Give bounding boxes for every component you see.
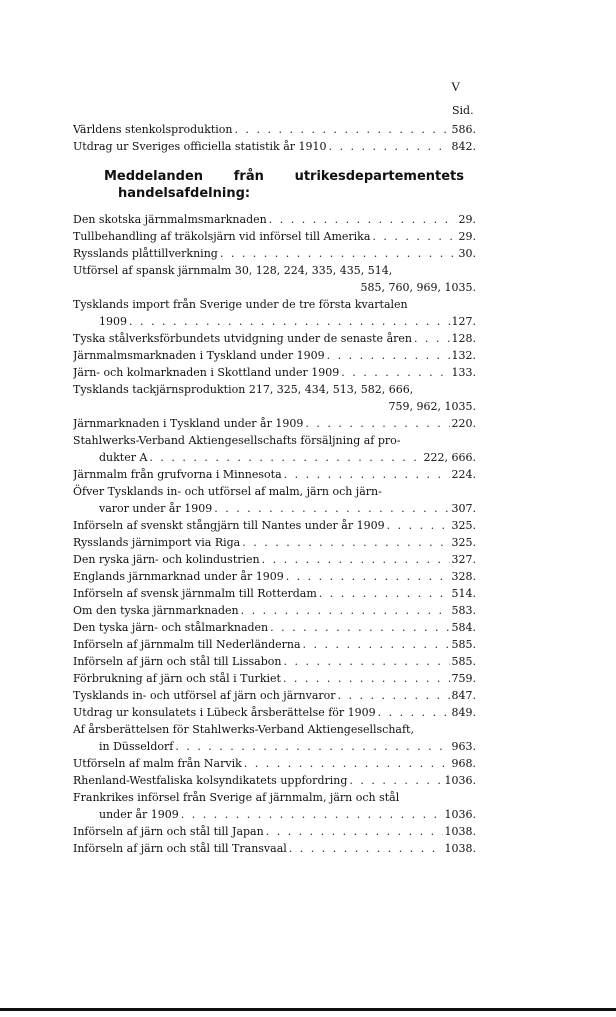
entry-title: Om den tyska järnmarknaden — [73, 604, 239, 617]
entry-page: 222, 666. — [423, 451, 476, 464]
toc-entry-line-2 — [73, 313, 476, 330]
entry-title: Järn- och kolmarknaden i Skottland under 1909 — [73, 366, 340, 379]
entry-title: Införseln af svenskt stångjärn till Nantes under år 1909 — [73, 519, 385, 532]
heading-line-2: handelsafdelning: — [118, 186, 251, 201]
entry-page: 128. — [451, 332, 476, 345]
leader-dots — [283, 653, 449, 670]
toc-entry — [73, 330, 476, 347]
entry-page: 586. — [451, 123, 476, 136]
entry-title: Utdrag ur Sveriges officiella statistik år 1910 — [73, 140, 327, 153]
leader-dots — [175, 738, 449, 755]
entry-page: 133. — [451, 366, 476, 379]
entry-title: Utförsel af spansk järnmalm 30, 128, 224, 335, 435, 514, — [73, 264, 393, 277]
toc-entry-line-2 — [73, 500, 476, 517]
toc-entry — [73, 755, 476, 772]
toc-entry — [73, 466, 476, 483]
toc-entry — [73, 704, 476, 721]
toc-entry — [73, 121, 476, 138]
leader-dots — [289, 840, 443, 857]
leader-dots — [387, 517, 450, 534]
entry-title: Världens stenkolsproduktion — [73, 123, 233, 136]
toc-entry — [73, 602, 476, 619]
entry-title: Den skotska järnmalmsmarknaden — [73, 213, 267, 226]
entry-pages: 585, 760, 969, 1035. — [360, 281, 476, 294]
entry-title: Tysklands in- och utförsel af järn och järnvaror — [73, 689, 336, 702]
entry-title: Införseln af järnmalm till Nederländerna — [73, 638, 301, 651]
entry-page: 220. — [451, 417, 476, 430]
entry-page: 583. — [451, 604, 476, 617]
toc-entry — [73, 568, 476, 585]
leader-dots — [266, 823, 443, 840]
toc-entry — [73, 687, 476, 704]
entry-page: 325. — [451, 536, 476, 549]
toc-entry — [73, 211, 476, 228]
entry-title: Den ryska järn- och kolindustrien — [73, 553, 260, 566]
entry-title: Englands järnmarknad under år 1909 — [73, 570, 284, 583]
toc-entry — [73, 138, 476, 155]
toc-entry — [73, 551, 476, 568]
toc-entry-line-1 — [73, 262, 476, 279]
entry-title: in Düsseldorf — [99, 740, 174, 753]
leader-dots — [270, 619, 449, 636]
entry-title: under år 1909 — [99, 808, 179, 821]
entry-title: 1909 — [99, 315, 127, 328]
toc-entry — [73, 415, 476, 432]
entry-title: Öfver Tysklands in- och utförsel af malm, järn och järn- — [73, 485, 382, 498]
entry-title: Tysklands tackjärnsproduktion 217, 325, 434, 513, 582, 666, — [73, 383, 414, 396]
leader-dots — [327, 347, 450, 364]
entry-page: 29. — [458, 213, 476, 226]
entry-title: Järnmarknaden i Tyskland under år 1909 — [73, 417, 304, 430]
leader-dots — [319, 585, 450, 602]
toc-entry-line-1 — [73, 721, 476, 738]
leader-dots — [149, 449, 421, 466]
leader-dots — [378, 704, 450, 721]
toc-list — [73, 211, 476, 857]
entry-page: 327. — [451, 553, 476, 566]
entry-title: Järnmalmsmarknaden i Tyskland under 1909 — [73, 349, 325, 362]
page-number: V — [451, 79, 461, 94]
entry-title: Förbrukning af järn och stål i Turkiet — [73, 672, 281, 685]
entry-title: Införseln af svensk järnmalm till Rotterdam — [73, 587, 317, 600]
entry-title: Rysslands järnimport via Riga — [73, 536, 241, 549]
toc-entry — [73, 228, 476, 245]
entry-page: 963. — [451, 740, 476, 753]
toc-entry — [73, 823, 476, 840]
leader-dots — [244, 755, 450, 772]
toc-entry — [73, 636, 476, 653]
toc-entry — [73, 840, 476, 857]
leader-dots — [220, 245, 457, 262]
entry-page: 842. — [451, 140, 476, 153]
entry-page: 328. — [451, 570, 476, 583]
leader-dots — [242, 534, 449, 551]
heading-word: Meddelanden — [104, 169, 204, 184]
entry-page: 127. — [451, 315, 476, 328]
entry-page: 968. — [451, 757, 476, 770]
leader-dots — [303, 636, 450, 653]
entry-pages: 759, 962, 1035. — [388, 400, 476, 413]
toc-entry-line-2 — [73, 449, 476, 466]
leader-dots — [129, 313, 450, 330]
entry-page: 1036. — [444, 774, 476, 787]
toc-entry — [73, 585, 476, 602]
leader-dots — [181, 806, 443, 823]
entry-page: 514. — [451, 587, 476, 600]
entry-title: Rhenland-Westfaliska kolsyndikatets uppfordring — [73, 774, 348, 787]
entry-title: Järnmalm från grufvorna i Minnesota — [73, 468, 282, 481]
toc-entry — [73, 347, 476, 364]
heading-word: utrikesdepartementets — [294, 169, 464, 184]
leader-dots — [214, 500, 449, 517]
entry-page: 1038. — [444, 825, 476, 838]
toc-entry — [73, 364, 476, 381]
toc-entry — [73, 517, 476, 534]
entry-page: 847. — [451, 689, 476, 702]
toc-entry-line-2 — [73, 398, 476, 415]
leader-dots — [305, 415, 449, 432]
entry-page: 224. — [451, 468, 476, 481]
entry-title: Införseln af järn och stål till Japan — [73, 825, 264, 838]
entry-page: 849. — [451, 706, 476, 719]
toc-entry — [73, 534, 476, 551]
entry-page: 30. — [458, 247, 476, 260]
section-heading — [104, 168, 464, 202]
toc-entry — [73, 772, 476, 789]
entry-page: 1036. — [444, 808, 476, 821]
entry-page: 132. — [451, 349, 476, 362]
leader-dots — [262, 551, 450, 568]
toc-entry — [73, 670, 476, 687]
entry-title: Tullbehandling af träkolsjärn vid införsel till Amerika — [73, 230, 371, 243]
leader-dots — [284, 466, 450, 483]
leader-dots — [414, 330, 450, 347]
entry-page: 325. — [451, 519, 476, 532]
entry-title: Införseln af järn och stål till Lissabon — [73, 655, 282, 668]
leader-dots — [286, 568, 450, 585]
toc-entry-line-1 — [73, 483, 476, 500]
toc-entry-line-2 — [73, 806, 476, 823]
page-edge-rule — [0, 1008, 616, 1011]
toc-entry-line-1 — [73, 296, 476, 313]
entry-page: 759. — [451, 672, 476, 685]
entry-title: Stahlwerks-Verband Aktiengesellschafts försäljning af pro- — [73, 434, 401, 447]
entry-page: 307. — [451, 502, 476, 515]
leader-dots — [329, 138, 450, 155]
entry-title: Tyska stålverksförbundets utvidgning under de senaste åren — [73, 332, 412, 345]
entry-title: Tysklands import från Sverige under de tre första kvartalen — [73, 298, 408, 311]
entry-page: 585. — [451, 655, 476, 668]
toc-entry — [73, 619, 476, 636]
column-header-sid: Sid. — [452, 104, 474, 117]
leader-dots — [341, 364, 449, 381]
entry-title: Af årsberättelsen för Stahlwerks-Verband Aktiengesellschaft, — [73, 723, 414, 736]
entry-title: Införseln af järn och stål till Transvaal — [73, 842, 287, 855]
leader-dots — [269, 211, 457, 228]
leader-dots — [283, 670, 450, 687]
leader-dots — [372, 228, 456, 245]
toc-entry-line-1 — [73, 432, 476, 449]
entry-title: dukter A — [99, 451, 148, 464]
toc-entry — [73, 245, 476, 262]
leader-dots — [241, 602, 450, 619]
entry-page: 584. — [451, 621, 476, 634]
heading-word: från — [233, 169, 264, 184]
entry-page: 1038. — [444, 842, 476, 855]
toc-entry-line-1 — [73, 789, 476, 806]
entry-title: Rysslands plåttillverkning — [73, 247, 218, 260]
entry-title: Frankrikes införsel från Sverige af järnmalm, järn och stål — [73, 791, 400, 804]
toc-entry-line-1 — [73, 381, 476, 398]
entry-title: Utförseln af malm från Narvik — [73, 757, 242, 770]
leader-dots — [349, 772, 442, 789]
toc-entry-line-2 — [73, 738, 476, 755]
leader-dots — [338, 687, 450, 704]
entry-page: 585. — [451, 638, 476, 651]
entry-page: 29. — [458, 230, 476, 243]
entry-title: Utdrag ur konsulatets i Lübeck årsberättelse för 1909 — [73, 706, 376, 719]
entry-title: varor under år 1909 — [99, 502, 213, 515]
toc-entry-line-2 — [73, 279, 476, 296]
top-entries — [73, 121, 476, 155]
toc-entry — [73, 653, 476, 670]
leader-dots — [235, 121, 450, 138]
entry-title: Den tyska järn- och stålmarknaden — [73, 621, 269, 634]
